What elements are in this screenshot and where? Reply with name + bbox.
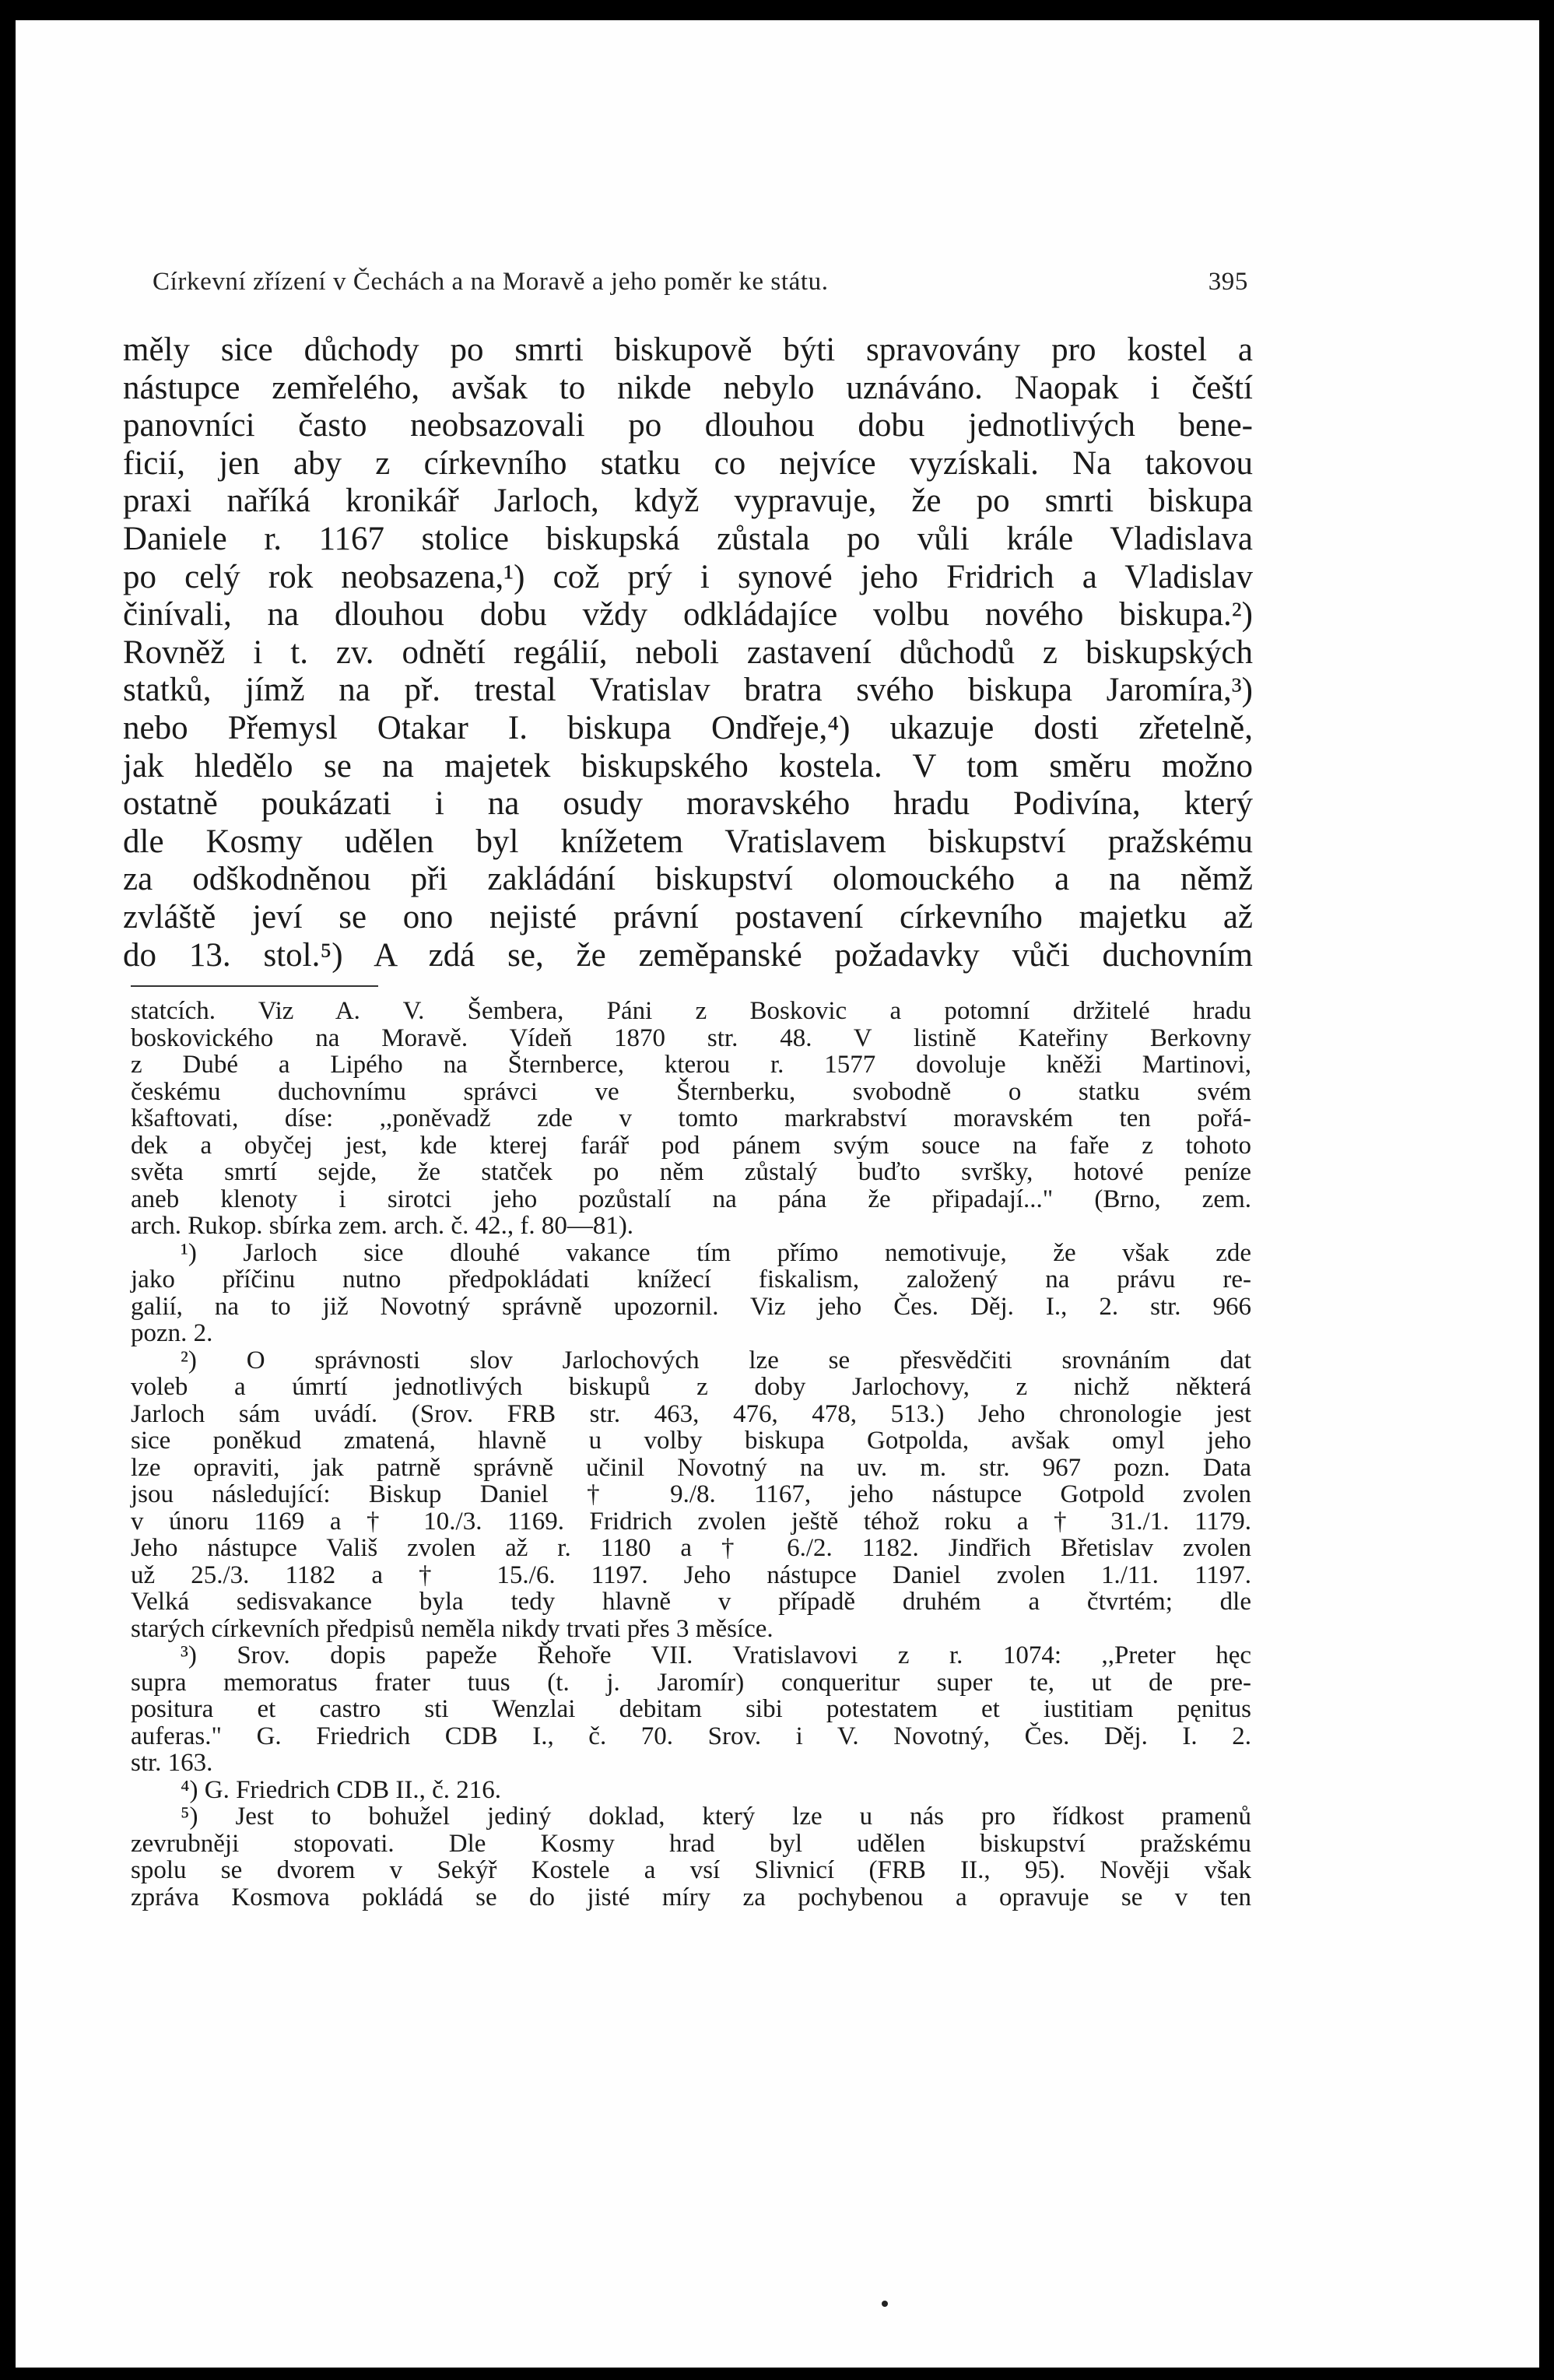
footnote-line: dek a obyčej jest, kde kterej farář pod pánem svým souce na faře z tohoto (131, 1131, 1251, 1160)
body-line: ficií, jen aby z církevního statku co nejvíce vyzískali. Na takovou (123, 444, 1253, 482)
footnote-line: sice poněkud zmatená, hlavně u volby biskupa Gotpolda, avšak omyl jeho (131, 1427, 1251, 1455)
running-title: Církevní zřízení v Čechách a na Moravě a jeho poměr ke státu. (153, 268, 829, 296)
body-line: ostatně poukázati i na osudy moravského hradu Podivína, který (123, 785, 1253, 823)
footnote-line: starých církevních předpisů neměla nikdy trvati přes 3 měsíce. (131, 1614, 773, 1643)
footnote-line: zevrubněji stopovati. Dle Kosmy hrad byl udělen biskupství pražskému (131, 1829, 1251, 1858)
footnote-line: boskovického na Moravě. Vídeň 1870 str. 48. V listině Kateřiny Berkovny (131, 1023, 1251, 1052)
footnote-line: v únoru 1169 a † 10./3. 1169. Fridrich zvolen ještě téhož roku a † 31./1. 1179. (131, 1507, 1251, 1536)
body-line: za odškodněnou při zakládání biskupství olomouckého a na němž (123, 861, 1253, 898)
body-line: dle Kosmy udělen byl knížetem Vratislavem biskupství pražskému (123, 823, 1253, 860)
footnote-line: už 25./3. 1182 a † 15./6. 1197. Jeho nástupce Daniel zvolen 1./11. 1197. (131, 1560, 1251, 1589)
body-line: činívali, na dlouhou dobu vždy odkládajíce volbu nového biskupa.²) (123, 596, 1253, 634)
body-line: jak hledělo se na majetek biskupského kostela. V tom směru možno (123, 747, 1253, 785)
body-line: nebo Přemysl Otakar I. biskupa Ondřeje,⁴) ukazuje dosti zřetelně, (123, 709, 1253, 746)
footnote-line: positura et castro sti Wenzlai debitam sibi potestatem et iustitiam pęnitus (131, 1695, 1251, 1723)
footnote-line: supra memoratus frater tuus (t. j. Jaromír) conqueritur super te, ut de pre- (131, 1668, 1251, 1697)
body-line: Daniele r. 1167 stolice biskupská zůstala po vůli krále Vladislava (123, 520, 1253, 557)
body-line: panovníci často neobsazovali po dlouhou dobu jednotlivých bene- (123, 407, 1253, 444)
body-line: Rovněž i t. zv. odnětí regálií, neboli zastavení důchodů z biskupských (123, 634, 1253, 671)
footnote-line: aneb klenoty i sirotci jeho pozůstalí na pána že připadají..." (Brno, zem. (131, 1185, 1251, 1213)
footnotes (131, 998, 1251, 1911)
footnote-line: Jarloch sám uvádí. (Srov. FRB str. 463, 476, 478, 513.) Jeho chronologie jest (131, 1399, 1251, 1428)
footnote-line: galií, na to již Novotný správně upozornil. Viz jeho Čes. Děj. I., 2. str. 966 (131, 1292, 1251, 1321)
footnote-line: Jeho nástupce Vališ zvolen až r. 1180 a † 6./2. 1182. Jindřich Břetislav zvolen (131, 1534, 1251, 1562)
footnote-line: světa smrtí sejde, že statček po něm zůstalý buďto svršky, hotové peníze (131, 1158, 1251, 1186)
body-line: statků, jímž na př. trestal Vratislav bratra svého biskupa Jaromíra,³) (123, 672, 1253, 709)
footnote-line: českému duchovnímu správci ve Šternberku, svobodně o statku svém (131, 1077, 1251, 1106)
footnote-line: ⁵) Jest to bohužel jediný doklad, který lze u nás pro řídkost pramenů (181, 1803, 1251, 1831)
footnote-line: kšaftovati, díse: ,,poněvadž zde v tomto markrabství moravském ten pořá- (131, 1104, 1251, 1132)
book-page (16, 20, 1539, 2368)
body-line: do 13. stol.⁵) A zdá se, že zeměpanské požadavky vůči duchovním (123, 936, 1253, 974)
footnote-line: ²) O správnosti slov Jarlochových lze se přesvědčiti srovnáním dat (181, 1346, 1251, 1374)
footnote-line: str. 163. (131, 1749, 213, 1777)
body-line: po celý rok neobsazena,¹) což prý i synové jeho Fridrich a Vladislav (123, 558, 1253, 595)
footnote-line: ¹) Jarloch sice dlouhé vakance tím přímo nemotivuje, že však zde (181, 1238, 1251, 1267)
footnote-line: auferas." G. Friedrich CDB I., č. 70. Srov. i V. Novotný, Čes. Děj. I. 2. (131, 1722, 1251, 1750)
footnote-line: pozn. 2. (131, 1319, 213, 1347)
footnote-line: z Dubé a Lipého na Šternberce, kterou r. 1577 dovoluje kněži Martinovi, (131, 1051, 1251, 1079)
footnote-line: jako příčinu nutno předpokládati knížecí fiskalism, založený na právu re- (131, 1265, 1251, 1294)
main-text (123, 332, 1253, 974)
footnote-line: ³) Srov. dopis papeže Řehoře VII. Vratislavovi z r. 1074: ,,Preter hęc (181, 1641, 1251, 1669)
footnote-line: zpráva Kosmova pokládá se do jisté míry za pochybenou a opravuje se v ten (131, 1883, 1251, 1911)
footnote-line: statcích. Viz A. V. Šembera, Páni z Boskovic a potomní držitelé hradu (131, 997, 1251, 1025)
footnote-line: jsou následující: Biskup Daniel † 9./8. 1167, jeho nástupce Gotpold zvolen (131, 1480, 1251, 1508)
footnote-rule (131, 985, 378, 987)
footnote-line: arch. Rukop. sbírka zem. arch. č. 42., f. 80—81). (131, 1212, 634, 1240)
footnote-line: lze opraviti, jak patrně správně učinil Novotný na uv. m. str. 967 pozn. Data (131, 1453, 1251, 1482)
body-line: praxi naříká kronikář Jarloch, když vypravuje, že po smrti biskupa (123, 483, 1253, 520)
footnote-line: ⁴) G. Friedrich CDB II., č. 216. (181, 1775, 502, 1804)
body-line: nástupce zemřelého, avšak to nikde nebylo uznáváno. Naopak i čeští (123, 369, 1253, 406)
body-line: zvláště jeví se ono nejisté právní postavení církevního majetku až (123, 898, 1253, 936)
footnote-line: spolu se dvorem v Sekýř Kostele a vsí Slivnicí (FRB II., 95). Nověji však (131, 1856, 1251, 1884)
running-header (153, 268, 1248, 297)
footnote-line: voleb a úmrtí jednotlivých biskupů z doby Jarlochovy, z nichž některá (131, 1373, 1251, 1401)
page-number: 395 (1208, 268, 1248, 296)
ink-speck (882, 2301, 888, 2307)
body-line: měly sice důchody po smrti biskupově býti spravovány pro kostel a (123, 332, 1253, 368)
footnote-line: Velká sedisvakance byla tedy hlavně v případě druhém a čtvrtém; dle (131, 1588, 1251, 1616)
